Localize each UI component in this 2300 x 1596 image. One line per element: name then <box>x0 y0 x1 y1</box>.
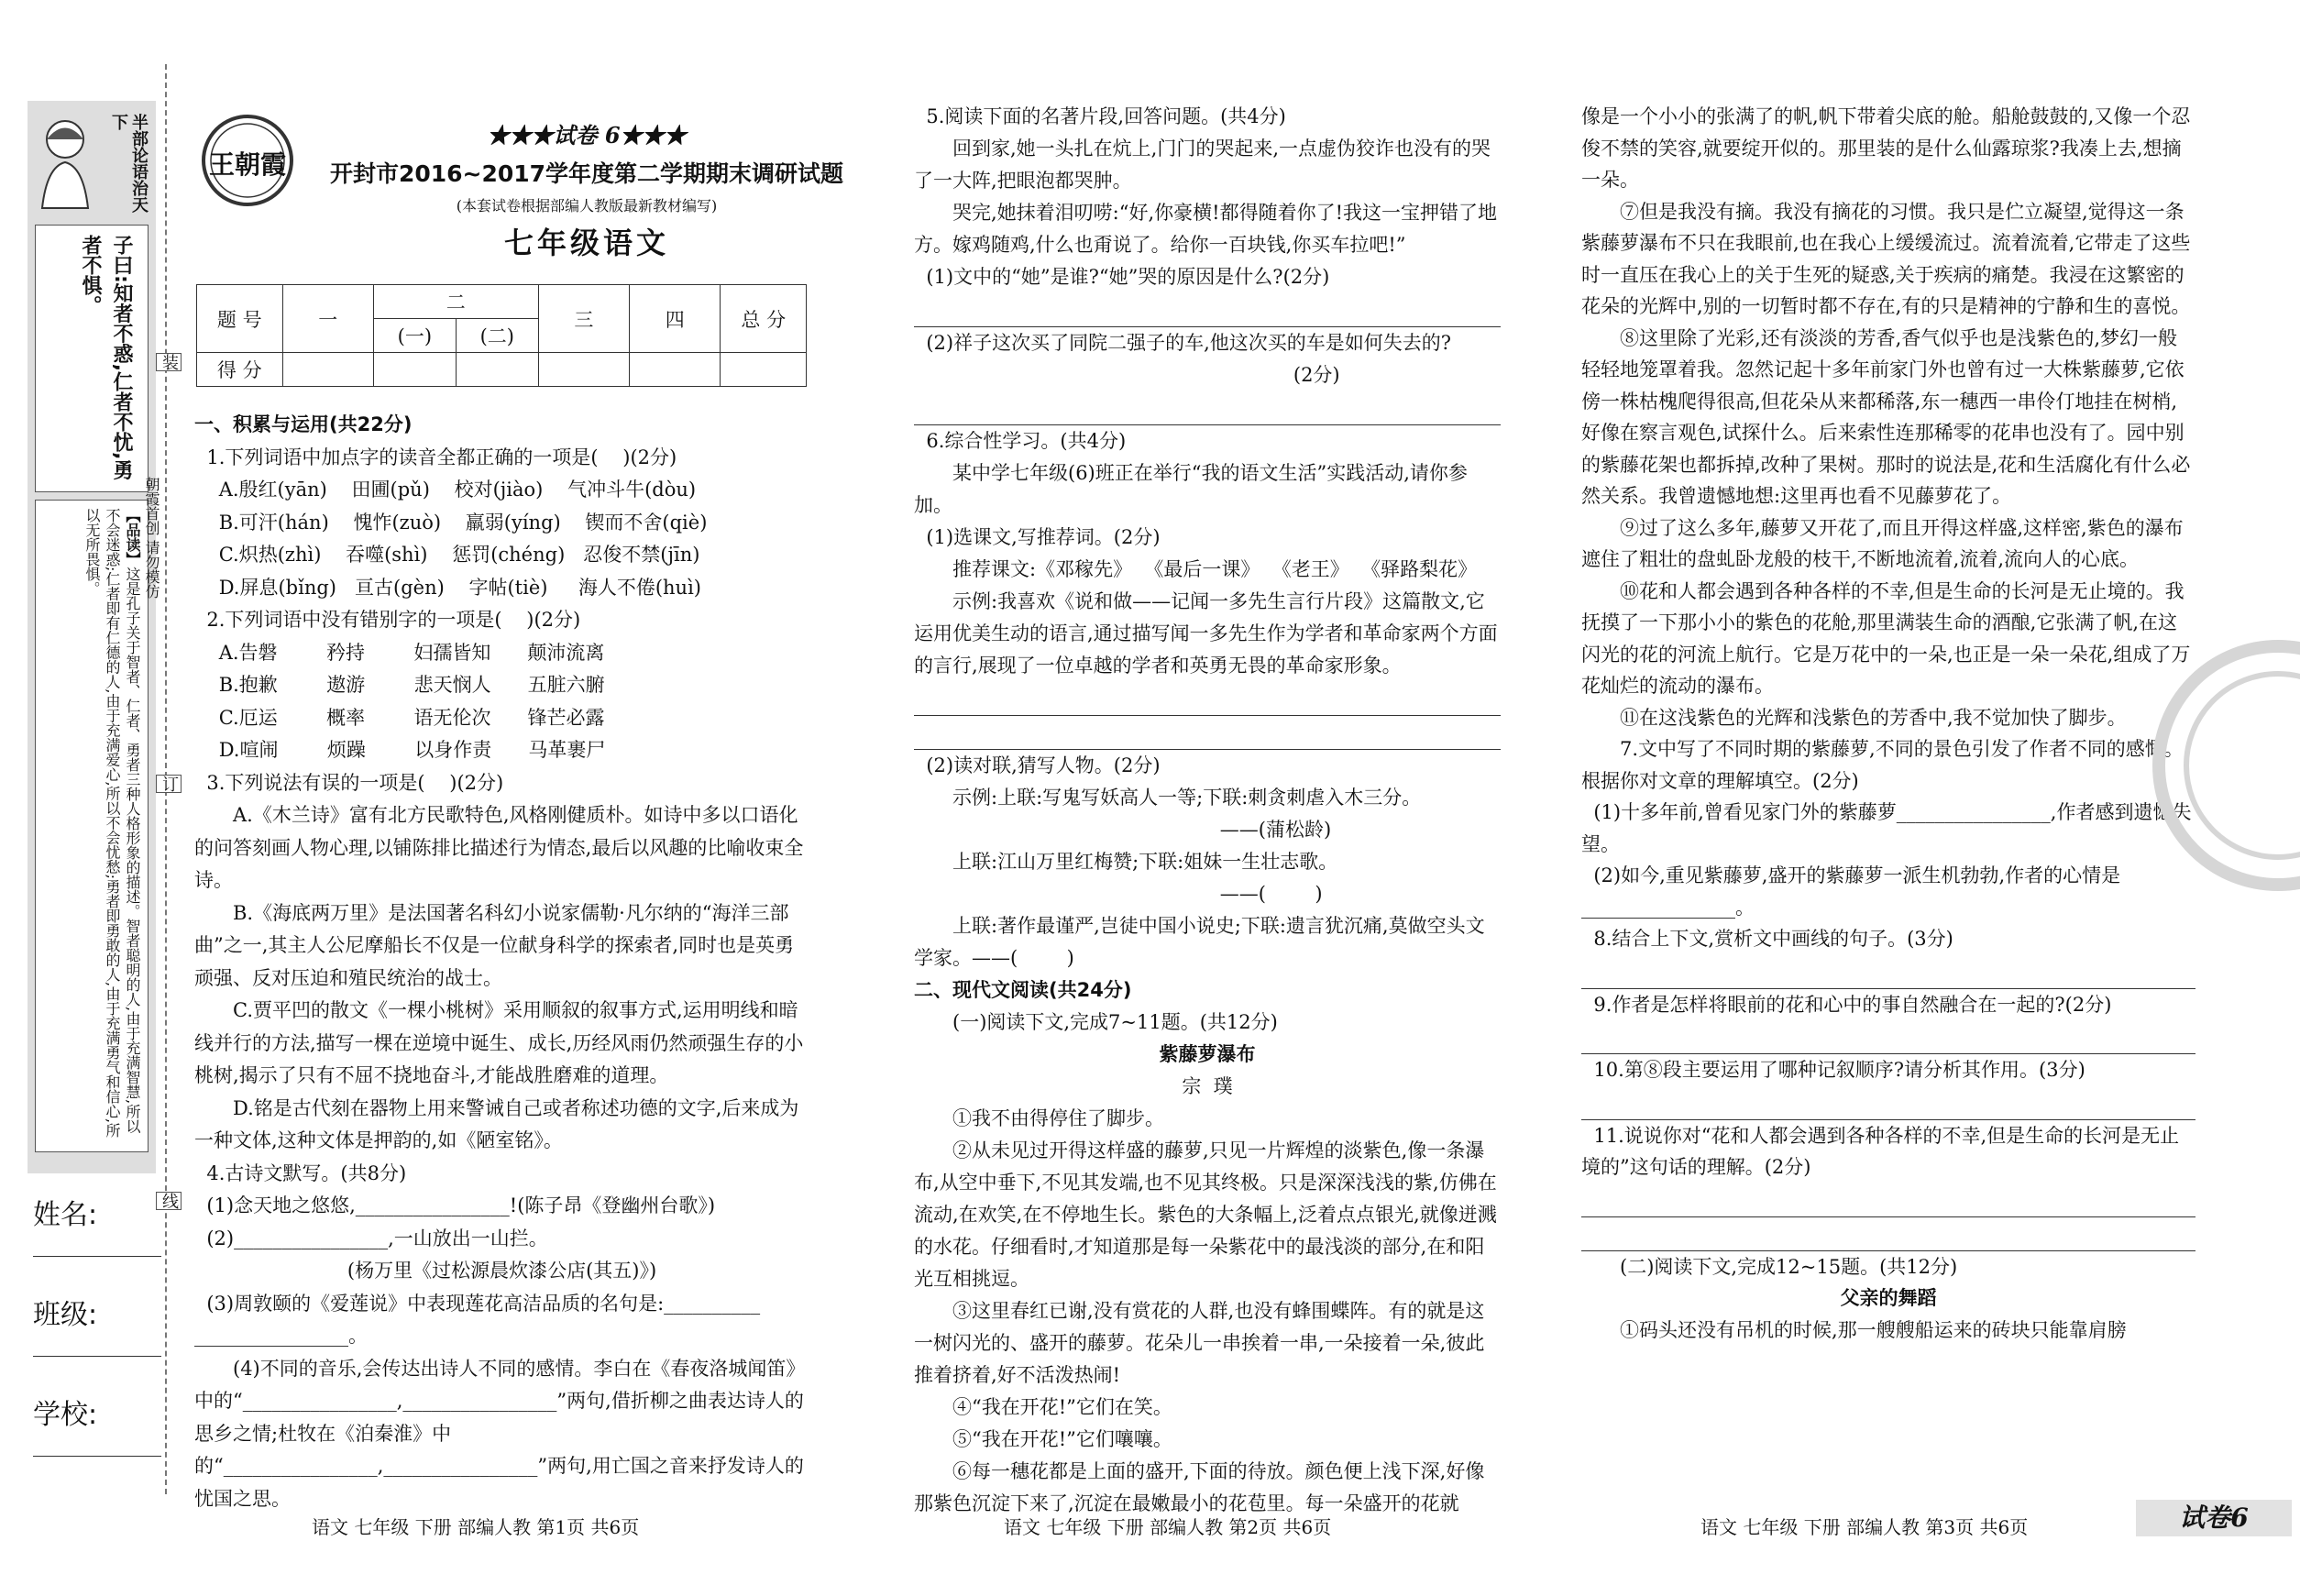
text-line: B.抱歉 遨游 悲天悯人 五脏六腑 <box>194 674 605 696</box>
text-line: 2.下列词语中没有错别字的一项是( )(2分) <box>194 609 581 631</box>
text-line: (1)十多年前,曾看见家门外的紫藤萝________________,作者感到遗憾失望。 <box>1581 801 2192 855</box>
reading-text: 这是孔子关于智者、仁者、勇者三种人格形象的描述。智者聪明的人,由于充满智慧,所以不会迷惑;仁者即有仁德的人,由于充满爱心,所以不会忧愁;勇者即勇敢的人,由于充满勇气和信心,所以无所畏惧。 <box>83 508 141 1139</box>
score-header-total: 总 分 <box>721 285 807 353</box>
reading-box <box>35 500 149 1152</box>
text-line: ⑤“我在开花!”它们嚷嚷。 <box>952 1428 1172 1450</box>
quote-box <box>35 225 149 492</box>
text-line: 紫藤萝瀑布 <box>1159 1043 1256 1065</box>
student-fields <box>33 1192 161 1457</box>
page-1-column <box>194 409 809 1515</box>
text-line: (2)如今,重见紫藤萝,盛开的紫藤萝一派生机勃勃,作者的心情是________________。 <box>1581 864 2121 919</box>
text-line: 回到家,她一头扎在炕上,门门的哭起来,一点虚伪狡诈也没有的哭了一大阵,把眼泡都哭肿。 <box>914 138 1491 192</box>
score-cell[interactable] <box>721 353 807 387</box>
watermark-seal <box>2118 633 2300 898</box>
text-line: 8.结合上下文,赏析文中画线的句子。(3分) <box>1581 928 1953 950</box>
text-line: 示例:上联:写鬼写妖高人一等;下联:刺贪刺虐入木三分。 <box>952 787 1422 809</box>
text-line: ⑩花和人都会遇到各种各样的不幸,但是生命的长河是无止境的。我抚摸了一下那小小的紫色的花舱,那里满装生命的酒酿,它张满了帆,在这闪光的花的河流上航行。它是万花中的一朵,也正是一朵一朵花,组成了万花灿烂的流动的瀑布。 <box>1581 579 2191 697</box>
text-line: ⑧这里除了光彩,还有淡淡的芳香,香气似乎也是浅紫色的,梦幻一般轻轻地笼罩着我。忽然记起十多年前家门外也曾有过一大株紫藤萝,它依傍一株枯槐爬得很高,但花朵从来都稀落,东一穗西一串伶仃地挂在树梢,好像在察言观色,试探什么。后来索性连那稀零的花串也没有了。园中别的紫藤花架也都拆掉,改种了果树。那时的说法是,花和生活腐化有什么必然关系。我曾遗憾地想:这里再也看不见藤萝花了。 <box>1581 326 2191 507</box>
text-line: (2)读对联,猜写人物。(2分) <box>914 754 1161 776</box>
text-line: ⑦但是我没有摘。我没有摘花的习惯。我只是伫立凝望,觉得这一条紫藤萝瀑布不只在我眼前,也在我心上缓缓流过。流着流着,它带走了这些时一直压在我心上的关于生死的疑惑,关于疾病的痛楚。我浸在这繁密的花朵的光辉中,别的一切暂时都不存在,有的只是精神的宁静和生的喜悦。 <box>1581 200 2191 317</box>
text-line: 9.作者是怎样将眼前的花和心中的事自然融合在一起的?(2分) <box>1581 993 2112 1016</box>
score-cell[interactable] <box>456 353 538 387</box>
slogan: 半部论语治天下 <box>109 114 149 213</box>
text-line: ⑥每一穗花都是上面的盛开,下面的待放。颜色便上浅下深,好像那紫色沉淀下来了,沉淀在最嫩最小的花苞里。每一朵盛开的花就 <box>914 1460 1485 1514</box>
footer-page-3: 语文 七年级 下册 部编人教 第3页 共6页 <box>1700 1516 2029 1538</box>
text-line: (3)周敦颐的《爱莲说》中表现莲花高洁品质的名句是:__________ <box>194 1292 761 1315</box>
text-line: ④“我在开花!”它们在笑。 <box>952 1396 1172 1418</box>
text-line: C.厄运 概率 语无伦次 锋芒必露 <box>194 706 605 729</box>
class-field[interactable]: 班级: <box>33 1292 161 1357</box>
school-field[interactable]: 学校: <box>33 1392 161 1457</box>
score-header-3: 三 <box>538 285 629 353</box>
text-line: A.《木兰诗》富有北方民歌特色,风格刚健质朴。如诗中多以口语化的问答刻画人物心理,以铺陈排比描述行为情态,最后以风趣的比喻收束全诗。 <box>194 804 804 891</box>
text-line: (1)选课文,写推荐词。(2分) <box>914 526 1161 548</box>
text-line: (2分) <box>914 364 1340 386</box>
text-line: ⑪在这浅紫色的光辉和浅紫色的芳香中,我不觉加快了脚步。 <box>1620 706 2127 729</box>
text-line: A.告磐 矜持 妇孺皆知 颠沛流离 <box>194 641 605 664</box>
sidebar <box>28 101 156 1173</box>
score-sub-1: (一) <box>373 319 456 353</box>
text-line: 11.说说你对“花和人都会遇到各种各样的不幸,但是生命的长河是无止境的”这句话的理解。(2分) <box>1581 1124 2180 1178</box>
footer-page-1: 语文 七年级 下册 部编人教 第1页 共6页 <box>312 1516 640 1538</box>
text-line: B.《海底两万里》是法国著名科幻小说家儒勒·凡尔纳的“海洋三部曲”之一,其主人公尼摩船长不仅是一位献身科学的探索者,同时也是英勇顽强、反对压迫和殖民统治的战士。 <box>194 901 795 989</box>
text-line: A.殷红(yān) 田圃(pǔ) 校对(jiào) 气冲斗牛(dòu) <box>194 479 697 501</box>
paper-number: ★★★试卷 6★★★ <box>487 122 687 149</box>
text-line: (二)阅读下文,完成12~15题。(共12分) <box>1620 1255 1958 1278</box>
score-cell[interactable] <box>373 353 456 387</box>
text-line: 3.下列说法有误的一项是( )(2分) <box>194 771 504 794</box>
text-line: 二、现代文阅读(共24分) <box>914 979 1132 1001</box>
text-line: C.炽热(zhì) 吞噬(shì) 惩罚(chéng) 忍俊不禁(jīn) <box>194 544 700 566</box>
answer-line[interactable] <box>1581 1183 2195 1217</box>
answer-line[interactable] <box>1581 1217 2195 1251</box>
text-line: ⑨过了这么多年,藤萝又开花了,而且开得这样盛,这样密,紫色的瀑布遮住了粗壮的盘虬卧龙般的枝干,不断地流着,流着,流向人的心底。 <box>1581 516 2184 570</box>
answer-line[interactable] <box>914 682 1501 716</box>
answer-line[interactable] <box>914 716 1501 750</box>
text-line: 1.下列词语中加点字的读音全都正确的一项是( )(2分) <box>194 446 677 468</box>
footer-page-2: 语文 七年级 下册 部编人教 第2页 共6页 <box>1004 1516 1332 1538</box>
text-line: 7.文中写了不同时期的紫藤萝,不同的景色引发了作者不同的感慨。根据你对文章的理解填空。(2分) <box>1581 738 2184 792</box>
text-line: 上联:著作最谨严,岂徒中国小说史;下联:遗言犹沉痛,莫做空头文学家。——( ) <box>914 915 1485 969</box>
answer-line[interactable] <box>1581 955 2195 989</box>
text-line: (4)不同的音乐,会传达出诗人不同的感情。李白在《春夜洛城闻笛》中的“________________,________________”两句,借折柳之曲表达诗人的思乡之情;杜牧在《泊秦淮》中的“________________,________________”两句,用亡国之音来抒发诗人的忧国之思。 <box>194 1357 806 1510</box>
text-line: 宗 璞 <box>1182 1075 1233 1097</box>
answer-line[interactable] <box>1581 1020 2195 1054</box>
name-field[interactable]: 姓名: <box>33 1192 161 1257</box>
score-table <box>196 284 807 387</box>
text-line: C.贾平凹的散文《一棵小桃树》采用顺叙的叙事方式,运用明线和暗线并行的方法,描写一棵在逆境中诞生、成长,历经风雨仍然顽强生存的小桃树,揭示了只有不屈不挠地奋斗,才能战胜磨难的道理。 <box>194 999 804 1086</box>
page-3-column <box>1581 101 2195 1346</box>
text-line: 一、积累与运用(共22分) <box>194 413 413 435</box>
confucius-illustration <box>33 112 97 213</box>
text-line: 父亲的舞蹈 <box>1840 1287 1937 1309</box>
text-line: ①我不由得停住了脚步。 <box>952 1107 1164 1129</box>
reading-title: 【品读】 <box>124 508 141 567</box>
text-line: 推荐课文:《邓稼先》 《最后一课》 《老王》 《驿路梨花》 <box>952 558 1478 580</box>
text-line: 示例:我喜欢《说和做——记闻一多先生言行片段》这篇散文,它运用优美生动的语言,通过描写闻一多先生作为学者和革命家两个方面的言行,展现了一位卓越的学者和英勇无畏的革命家形象。 <box>914 590 1498 677</box>
text-line: 10.第⑧段主要运用了哪种记叙顺序?请分析其作用。(3分) <box>1581 1059 2085 1081</box>
score-header-label: 题 号 <box>197 285 283 353</box>
margin-note: 朝霞首创 请勿模仿 <box>143 477 160 600</box>
corner-label: 试卷6 <box>2136 1500 2292 1536</box>
brand-logo <box>193 110 303 211</box>
text-line: ②从未见过开得这样盛的藤萝,只见一片辉煌的淡紫色,像一条瀑布,从空中垂下,不见其发端,也不见其终极。只是深深浅浅的紫,仿佛在流动,在欢笑,在不停地生长。紫色的大条幅上,泛着点点银光,就像迸溅的水花。仔细看时,才知道那是每一朵紫花中的最浅淡的部分,在和阳光互相挑逗。 <box>914 1139 1497 1290</box>
quote: 子曰:知者不惑,仁者不忧,勇者不惧。 <box>79 235 133 480</box>
answer-line[interactable] <box>1581 1086 2195 1120</box>
score-cell[interactable] <box>538 353 629 387</box>
binding-tag-1: 装 <box>156 353 182 371</box>
text-line: ①码头还没有吊机的时候,那一艘艘船运来的砖块只能靠肩膀 <box>1620 1318 2127 1341</box>
binding-tag-3: 线 <box>156 1192 182 1210</box>
answer-line[interactable] <box>914 391 1501 425</box>
text-line: 4.古诗文默写。(共8分) <box>194 1161 407 1184</box>
text-line: 某中学七年级(6)班正在举行“我的语文生活”实践活动,请你参加。 <box>914 462 1468 516</box>
score-cell[interactable] <box>630 353 721 387</box>
text-line: (杨万里《过松源晨炊漆公店(其五)》) <box>194 1260 657 1282</box>
text-line: 5.阅读下面的名著片段,回答问题。(共4分) <box>914 105 1286 127</box>
text-line: D.屏息(bǐng) 亘古(gèn) 字帖(tiè) 海人不倦(huì) <box>194 576 701 599</box>
text-line: D.铭是古代刻在器物上用来警诫自己或者称述功德的文字,后来成为一种文体,这种文体是押韵的,如《陋室铭》。 <box>194 1096 799 1151</box>
page-2-column <box>914 101 1501 1520</box>
logo-text: 王朝霞 <box>208 149 286 180</box>
text-line: (一)阅读下文,完成7~11题。(共12分) <box>952 1011 1278 1033</box>
text-line: 哭完,她抹着泪叨唠:“好,你豪横!都得随着你了!我这一宝押错了地方。嫁鸡随鸡,什么也甭说了。给你一百块钱,你买车拉吧!” <box>914 202 1498 256</box>
grade-subject: 七年级语文 <box>503 226 669 260</box>
text-line: B.可汗(hán) 愧怍(zuò) 羸弱(yíng) 锲而不舍(qiè) <box>194 511 708 534</box>
text-line: ——( ) <box>914 883 1323 905</box>
text-line: ________________。 <box>194 1325 368 1347</box>
text-line: (1)念天地之悠悠,________________!(陈子昂《登幽州台歌》) <box>194 1194 716 1216</box>
binding-tag-2: 订 <box>156 775 182 793</box>
text-line: (2)祥子这次买了同院二强子的车,他这次买的车是如何失去的? <box>914 332 1452 354</box>
exam-subtitle: (本套试卷根据部编人教版最新教材编写) <box>456 197 718 215</box>
answer-line[interactable] <box>914 293 1501 327</box>
text-line: 像是一个小小的张满了的帆,帆下带着尖底的舱。船舱鼓鼓的,又像一个忍俊不禁的笑容,就要绽开似的。那里装的是什么仙露琼浆?我凑上去,想摘一朵。 <box>1581 105 2191 191</box>
score-row-label: 得 分 <box>197 353 283 387</box>
exam-title: 开封市2016~2017学年度第二学期期末调研试题 <box>329 160 844 187</box>
text-line: 上联:江山万里红梅赞;下联:姐妹一生壮志歌。 <box>952 851 1338 873</box>
text-line: D.喧闹 烦躁 以身作责 马革裹尸 <box>194 739 606 761</box>
score-sub-2: (二) <box>456 319 538 353</box>
text-line: (1)文中的“她”是谁?“她”哭的原因是什么?(2分) <box>914 266 1330 288</box>
text-line: ——(蒲松龄) <box>914 819 1332 841</box>
score-header-2: 二 <box>373 285 538 319</box>
text-line: (2)________________,一山放出一山拦。 <box>194 1227 548 1249</box>
text-line: ③这里春红已谢,没有赏花的人群,也没有蜂围蝶阵。有的就是这一树闪光的、盛开的藤萝。花朵儿一串挨着一串,一朵接着一朵,彼此推着挤着,好不活泼热闹! <box>914 1300 1485 1386</box>
score-cell[interactable] <box>282 353 373 387</box>
text-line: 6.综合性学习。(共4分) <box>914 430 1127 452</box>
score-header-1: 一 <box>282 285 373 353</box>
score-header-4: 四 <box>630 285 721 353</box>
